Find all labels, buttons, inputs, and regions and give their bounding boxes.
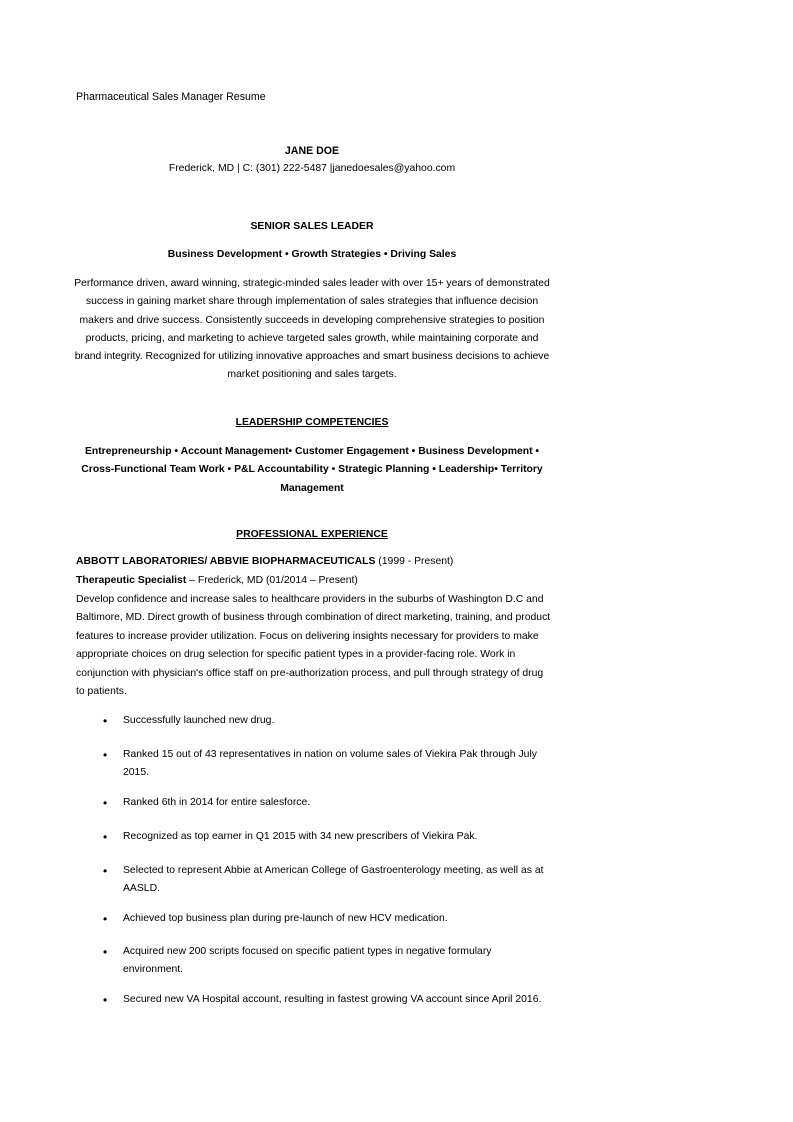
achievement-bullet — [103, 862, 553, 898]
role-details: – Frederick, MD (01/2014 – Present) — [186, 575, 358, 586]
job-description: Develop confidence and increase sales to healthcare providers in the suburbs of Washington D.C and Baltimore, MD. Direct growth of business through combination of direct marketing, training, and product features to increase provider utilization. Focus on delivering insights necessary for providers to make appropriate choices on drug selection for specific patient types in a provider-facing role. Work in conjunction with physician's office staff on pre-authorization process, and pull through strategy of drug to patients. — [76, 594, 551, 698]
bullet-icon: • — [103, 748, 108, 762]
professional-summary: Performance driven, award winning, strategic-minded sales leader with over 15+ years of demonstrated success in gaining market share through implementation of sales strategies that influence decision makers and drive success. Consistently succeeds in developing comprehensive strategies to position products, pricing, and marketing to achieve targeted sales growth, while maintaining corporate and brand integrity. Recognized for utilizing innovative approaches and smart business decisions to achieve market positioning and sales targets. — [74, 278, 550, 381]
bullet-icon: • — [103, 993, 108, 1007]
achievement-text: Recognized as top earner in Q1 2015 with 34 new prescribers of Viekira Pak. — [123, 831, 478, 842]
employer-line — [76, 556, 453, 567]
achievement-text: Acquired new 200 scripts focused on specific patient types in negative formulary environment. — [123, 946, 492, 975]
specialties-line: Business Development • Growth Strategies • Driving Sales — [167, 249, 457, 260]
competencies-list: Entrepreneurship • Account Management• Customer Engagement • Business Development • Cross-Functional Team Work • P&L Accountability • Strategic Planning • Leadership• Territory Management — [81, 446, 543, 494]
professional-headline: SENIOR SALES LEADER — [250, 221, 374, 232]
achievement-text: Achieved top business plan during pre-launch of new HCV medication. — [123, 913, 448, 924]
competencies-heading: LEADERSHIP COMPETENCIES — [235, 417, 389, 428]
candidate-name: JANE DOE — [284, 145, 340, 157]
achievement-bullet — [103, 910, 553, 928]
employer-dates: (1999 - Present) — [378, 556, 454, 567]
achievement-text: Selected to represent Abbie at American College of Gastroenterology meeting, as well as at AASLD. — [123, 865, 544, 894]
experience-heading: PROFESSIONAL EXPERIENCE — [236, 529, 388, 540]
achievement-text: Ranked 6th in 2014 for entire salesforce. — [123, 797, 311, 808]
achievement-bullet — [103, 991, 553, 1009]
achievement-bullet — [103, 712, 553, 730]
contact-info: Frederick, MD | C: (301) 222-5487 |janedoesales@yahoo.com — [168, 163, 456, 174]
bullet-icon: • — [103, 945, 108, 959]
achievement-bullet — [103, 746, 553, 782]
bullet-icon: • — [103, 714, 108, 728]
achievement-bullet — [103, 794, 553, 812]
role-line — [76, 575, 358, 586]
achievement-bullet — [103, 828, 553, 846]
employer-name: ABBOTT LABORATORIES/ ABBVIE BIOPHARMACEUTICALS — [76, 556, 376, 567]
document-title: Pharmaceutical Sales Manager Resume — [76, 91, 266, 103]
bullet-icon: • — [103, 912, 108, 926]
achievement-text: Secured new VA Hospital account, resulting in fastest growing VA account since April 2016. — [123, 994, 542, 1005]
bullet-icon: • — [103, 864, 108, 878]
bullet-icon: • — [103, 830, 108, 844]
achievement-text: Successfully launched new drug. — [123, 715, 275, 726]
achievement-bullet — [103, 943, 553, 979]
achievement-text: Ranked 15 out of 43 representatives in nation on volume sales of Viekira Pak through July 2015. — [123, 749, 537, 778]
bullet-icon: • — [103, 796, 108, 810]
role-title: Therapeutic Specialist — [76, 575, 187, 586]
